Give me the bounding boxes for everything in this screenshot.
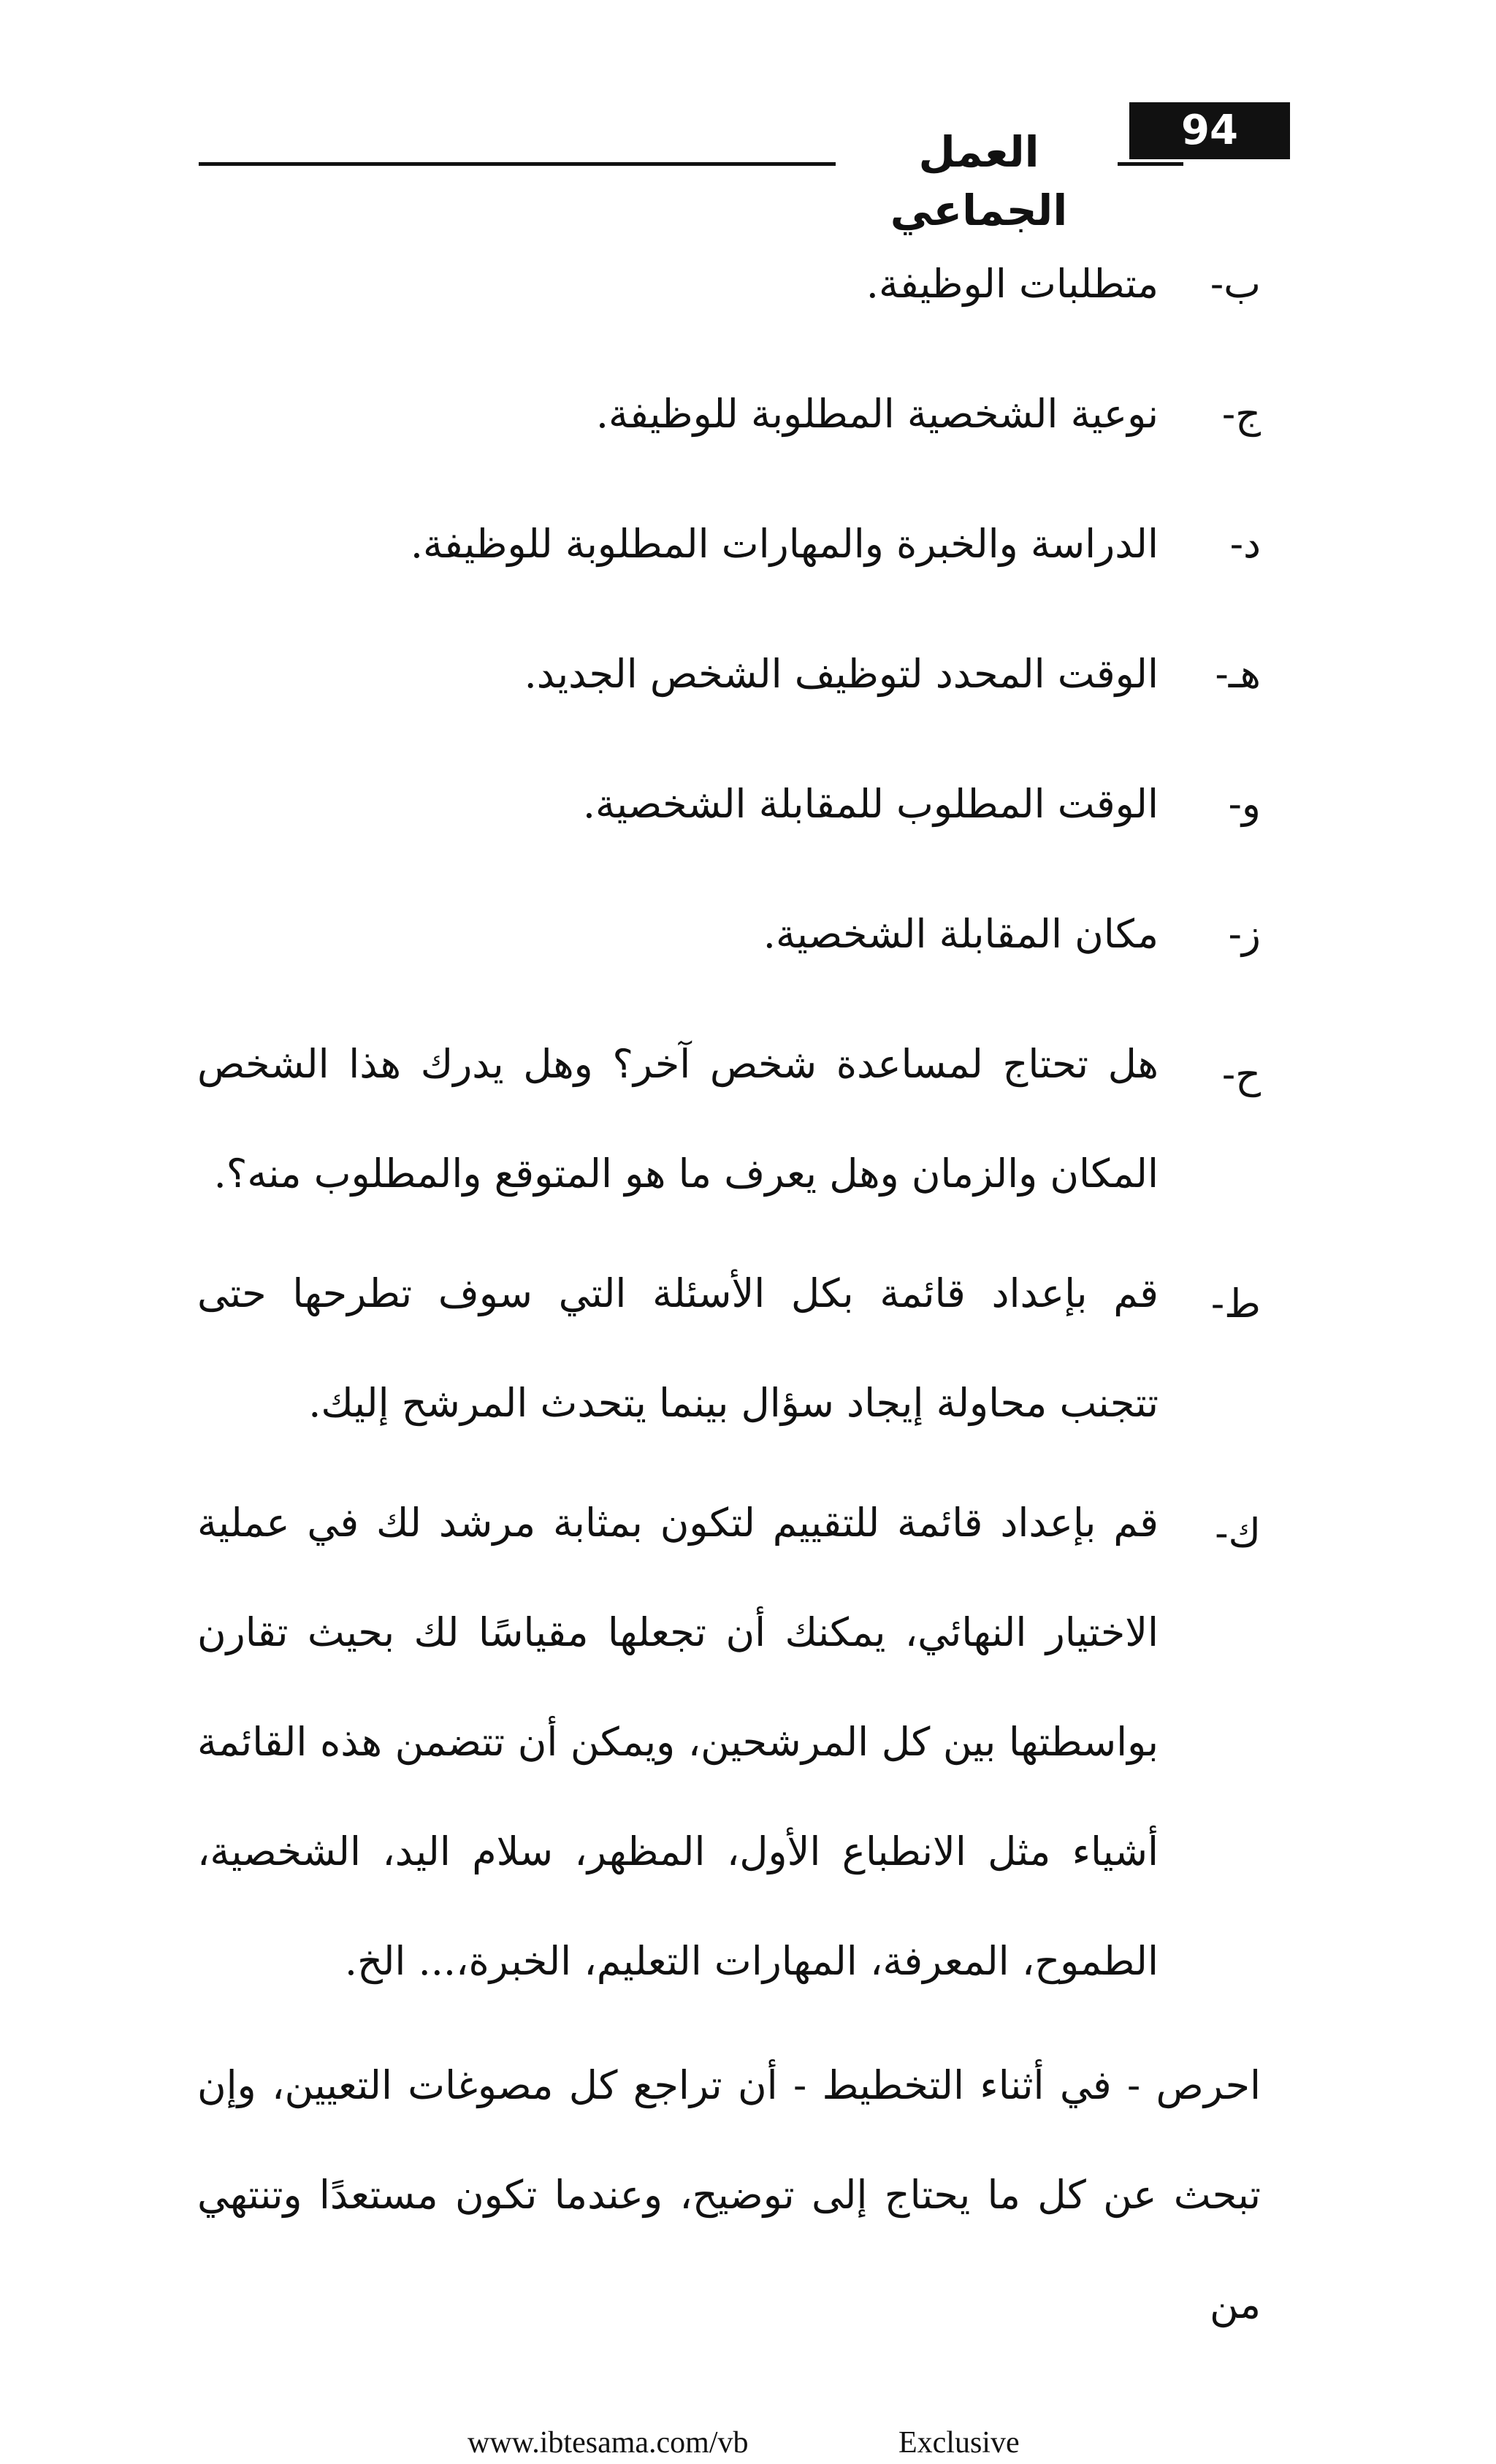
page-number: 94 (1129, 102, 1290, 159)
list-item-text: هل تحتاج لمساعدة شخص آخر؟ وهل يدرك هذا الشخص المكان والزمان وهل يعرف ما هو المتوقع والمطلوب منه؟. (197, 1041, 1159, 1197)
list-item-text: قم بإعداد قائمة بكل الأسئلة التي سوف تطرحها حتى تتجنب محاولة إيجاد سؤال بينما يتحدث المرشح إليك. (197, 1270, 1159, 1426)
body-paragraph: احرص - في أثناء التخطيط - أن تراجع كل مصوغات التعيين، وإن تبحث عن كل ما يحتاج إلى توضيح، وعندما تكون مستعدًا وتنتهي من (197, 2062, 1261, 2327)
list-item-text: قم بإعداد قائمة للتقييم لتكون بمثابة مرشد لك في عملية الاختيار النهائي، يمكنك أن تجعلها مقياسًا لك بحيث تقارن بواسطتها بين كل المرشحين، ويمكن أن تتضمن هذه القائمة أشياء مثل الانطباع الأول، المظهر، سلام اليد، الشخصية، الطموح، المعرفة، المهارات التعليم، الخبرة،... الخ. (197, 1500, 1159, 1984)
list-item-text: الدراسة والخبرة والمهارات المطلوبة للوظيفة. (410, 521, 1159, 567)
list-marker: ز- (1228, 911, 1261, 957)
list-item (197, 1468, 1261, 2016)
list-item (197, 1239, 1261, 1458)
page-body (197, 219, 1261, 2360)
list-item (197, 609, 1261, 739)
footer-tag: Exclusive (898, 2426, 1020, 2460)
list-marker: ج- (1221, 391, 1261, 437)
footer-url: www.ibtesama.com/vb (468, 2426, 749, 2460)
list-item (197, 219, 1261, 349)
list-marker: ح- (1221, 1051, 1261, 1097)
list-item-text: الوقت المحدد لتوظيف الشخص الجديد. (524, 651, 1159, 697)
list-item (197, 1010, 1261, 1229)
list-marker: هـ- (1215, 651, 1261, 697)
list-item (197, 739, 1261, 869)
list-item (197, 479, 1261, 609)
header-rule-left (199, 162, 836, 166)
list-item-text: الوقت المطلوب للمقابلة الشخصية. (582, 781, 1159, 827)
list-marker: د- (1229, 521, 1261, 567)
footer (0, 2427, 1496, 2459)
list-item (197, 869, 1261, 999)
running-title: العمل الجماعي (890, 127, 1068, 235)
list-item (197, 349, 1261, 479)
list-item-text: نوعية الشخصية المطلوبة للوظيفة. (595, 391, 1159, 437)
list-marker: ب- (1210, 261, 1261, 307)
list-item-text: مكان المقابلة الشخصية. (763, 911, 1159, 957)
list-item-text: متطلبات الوظيفة. (866, 261, 1159, 307)
list-marker: ك- (1215, 1510, 1261, 1556)
list-marker: و- (1228, 781, 1261, 827)
list-marker: ط- (1210, 1281, 1261, 1327)
header-rule-right (1118, 162, 1183, 166)
